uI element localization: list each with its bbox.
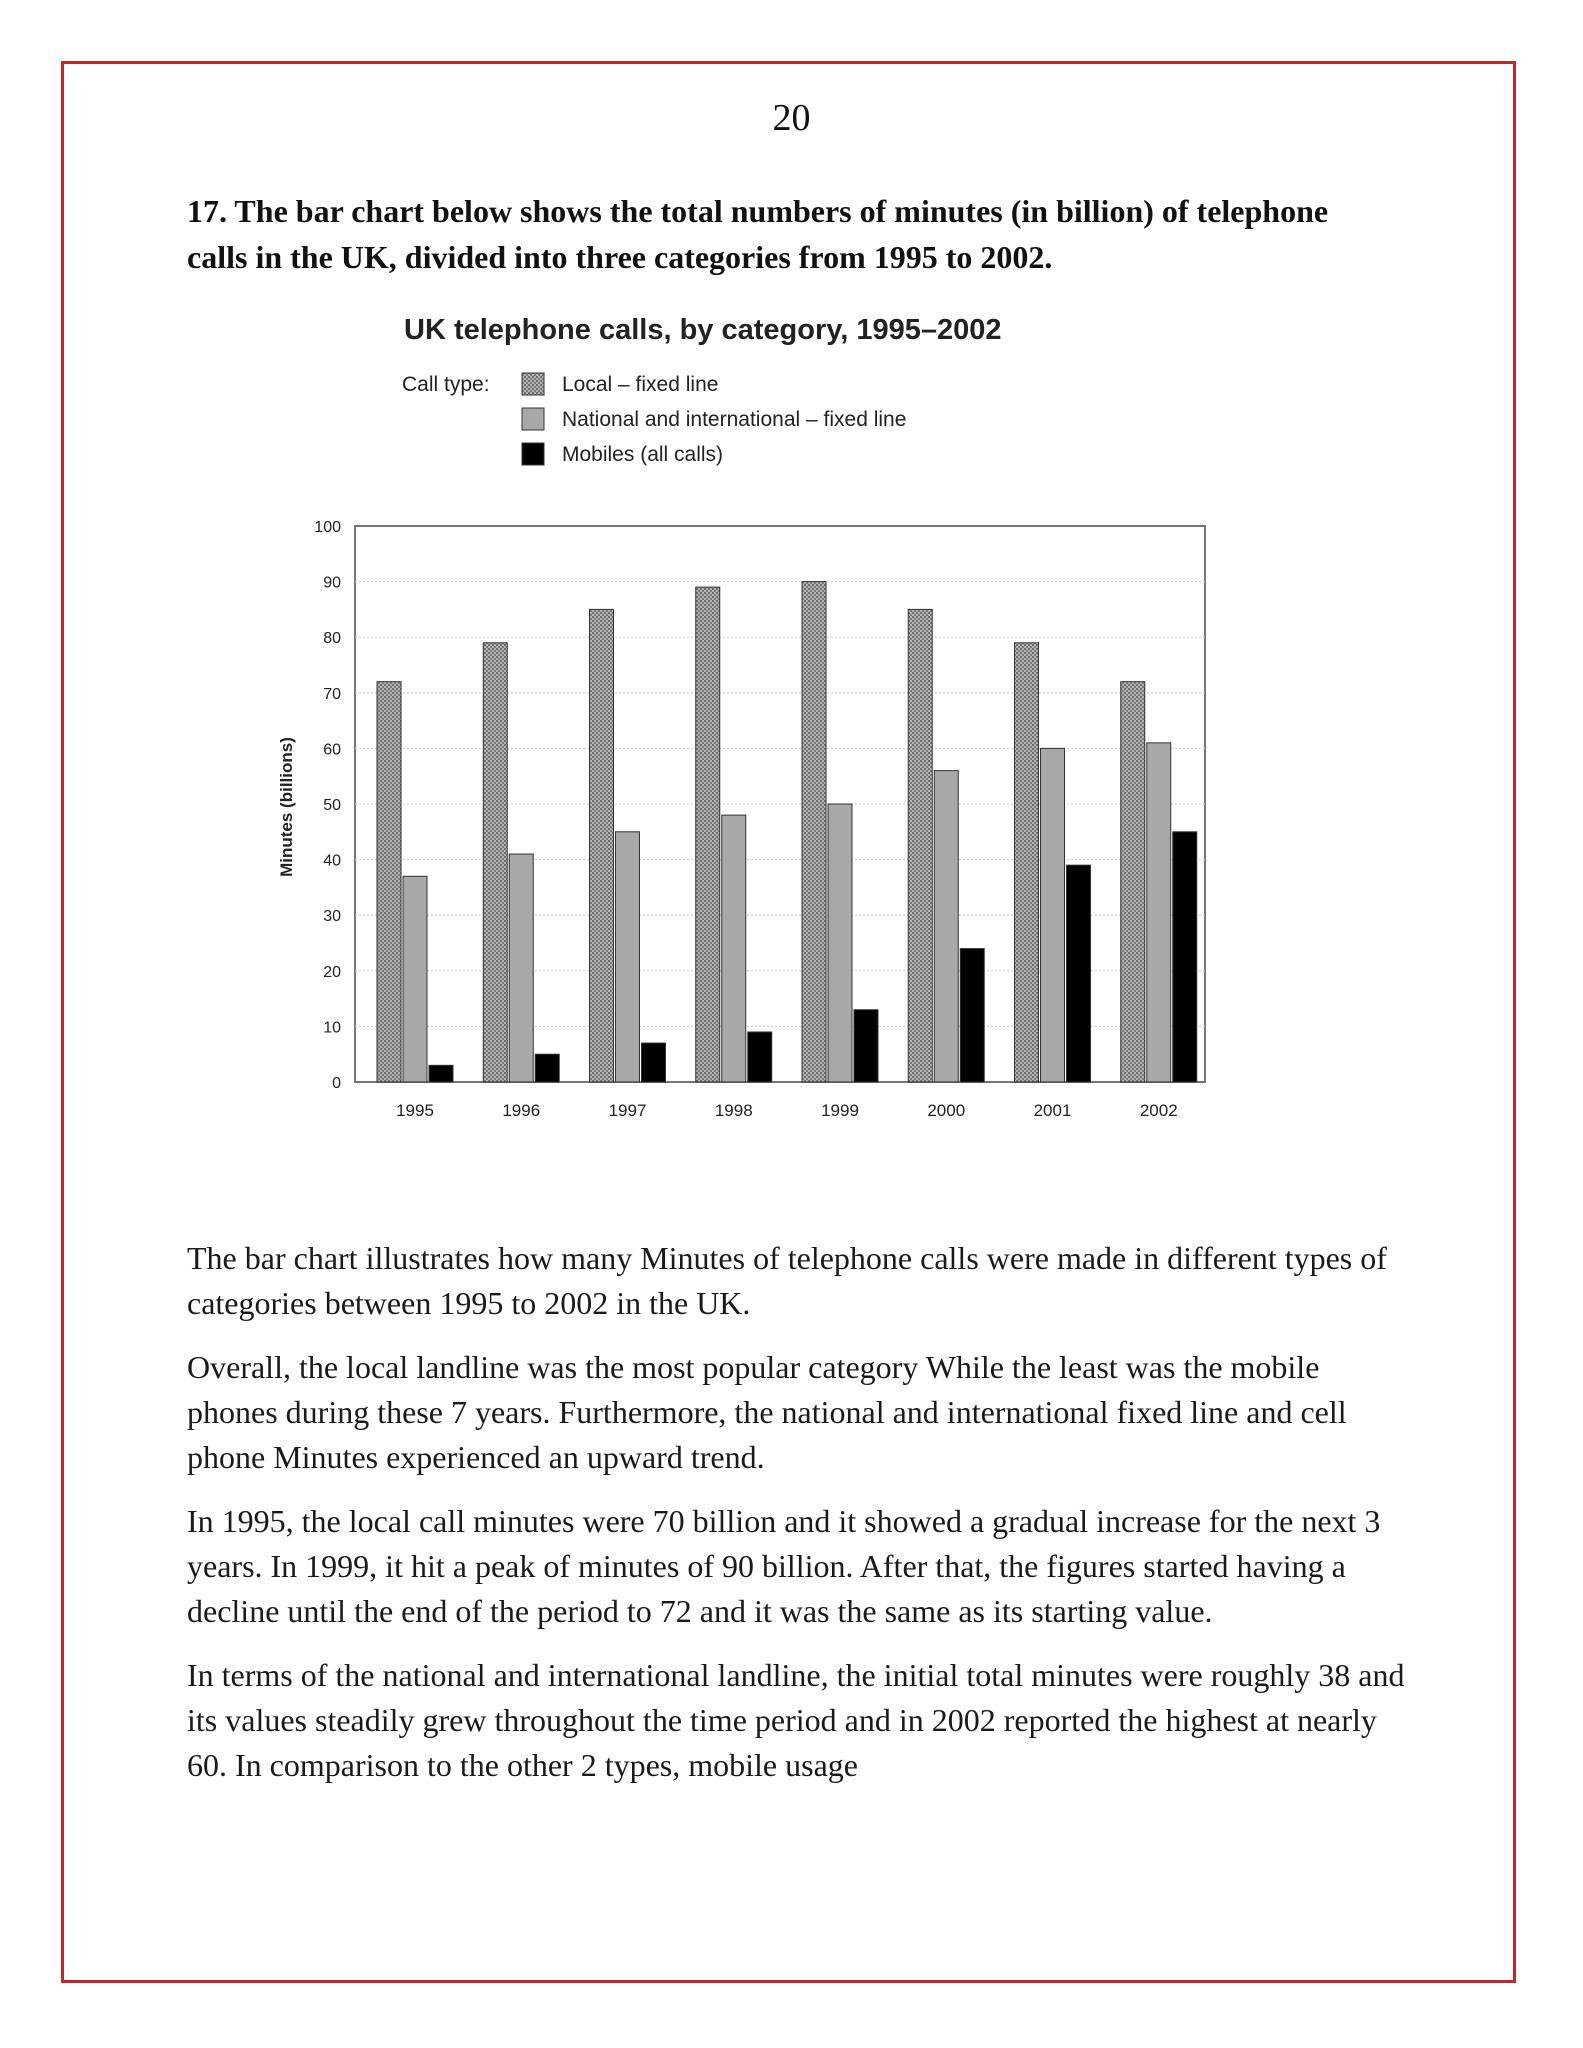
x-tick-label: 1996 <box>502 1101 541 1120</box>
bar-national-1999 <box>828 804 852 1082</box>
bar-national-1998 <box>722 815 746 1082</box>
x-tick-label: 2000 <box>927 1101 966 1120</box>
bar-local-1997 <box>590 609 614 1082</box>
bar-national-1996 <box>509 854 533 1082</box>
essay-body <box>187 1236 1407 1807</box>
bar-mobile-2001 <box>1067 865 1091 1082</box>
y-tick-label: 30 <box>323 908 341 926</box>
bar-mobile-1999 <box>854 1010 878 1082</box>
bar-local-2001 <box>1015 643 1039 1082</box>
bar-local-2000 <box>908 609 932 1082</box>
bar-national-1997 <box>616 832 640 1082</box>
essay-paragraph: In 1995, the local call minutes were 70 billion and it showed a gradual increase for the next 3 years. In 1999, it hit a peak of minutes of 90 billion. After that, the figures started having a decline until the end of the period to 72 and it was the same as its starting value. <box>187 1503 1381 1629</box>
bar-mobile-1998 <box>748 1032 772 1082</box>
x-tick-label: 1995 <box>396 1101 434 1120</box>
x-tick-label: 2001 <box>1033 1101 1072 1120</box>
legend <box>522 373 906 466</box>
bar-national-2002 <box>1147 743 1171 1082</box>
legend-swatch <box>522 443 544 465</box>
legend-label: National and international – fixed line <box>562 408 907 431</box>
legend-label: Local – fixed line <box>562 373 719 396</box>
y-tick-label: 70 <box>323 685 341 703</box>
bar-mobile-2000 <box>960 949 984 1082</box>
x-tick-label: 2002 <box>1139 1101 1178 1120</box>
bar-local-1996 <box>483 643 507 1082</box>
bar-local-1998 <box>696 587 720 1082</box>
page-number: 20 <box>772 97 811 139</box>
y-tick-label: 90 <box>323 574 341 592</box>
y-tick-label: 0 <box>332 1075 341 1092</box>
bar-mobile-1995 <box>429 1065 453 1082</box>
bar-national-2000 <box>934 771 958 1082</box>
y-tick-label: 60 <box>323 741 341 759</box>
bar-local-2002 <box>1121 682 1145 1082</box>
legend-swatch <box>522 373 544 395</box>
y-tick-label: 40 <box>323 852 341 870</box>
bar-local-1995 <box>377 682 401 1082</box>
bar-mobile-1996 <box>535 1054 559 1082</box>
legend-swatch <box>522 408 544 430</box>
legend-label: Mobiles (all calls) <box>562 443 724 466</box>
y-axis-ticks <box>314 519 341 1092</box>
bar-national-2001 <box>1041 748 1065 1082</box>
question-heading: 17. The bar chart below shows the total numbers of minutes (in billion) of telephone calls in the UK, divided into three categories from 1995 to 2002. <box>187 193 1329 275</box>
y-tick-label: 10 <box>323 1019 341 1037</box>
bar-local-1999 <box>802 582 826 1082</box>
y-axis-label: Minutes (billions) <box>277 737 296 877</box>
y-tick-label: 50 <box>323 797 341 814</box>
essay-paragraph: The bar chart illustrates how many Minutes of telephone calls were made in different types of categories between 1995 to 2002 in the UK. <box>187 1240 1387 1321</box>
y-tick-label: 80 <box>323 630 341 648</box>
y-tick-label: 20 <box>323 963 341 981</box>
bar-national-1995 <box>403 876 427 1082</box>
bar-mobile-1997 <box>642 1043 666 1082</box>
chart-title: UK telephone calls, by category, 1995–2002 <box>404 314 1002 346</box>
legend-title: Call type: <box>402 373 490 396</box>
y-tick-label: 100 <box>314 519 341 536</box>
x-tick-label: 1997 <box>608 1101 647 1120</box>
bar-mobile-2002 <box>1173 832 1197 1082</box>
x-tick-label: 1999 <box>821 1101 859 1120</box>
x-tick-label: 1998 <box>714 1101 753 1120</box>
essay-paragraph: Overall, the local landline was the most popular category While the least was the mobile phones during these 7 years. Furthermore, the national and international fixed line and cell phone Minutes experienced an upward trend. <box>187 1349 1347 1475</box>
x-axis-ticks <box>396 1101 1178 1120</box>
essay-paragraph: In terms of the national and international landline, the initial total minutes were roughly 38 and its values steadily grew throughout the time period and in 2002 reported the highest at nearly 60. In comparison to the other 2 types, mobile usage <box>187 1657 1405 1783</box>
bars <box>377 582 1197 1082</box>
